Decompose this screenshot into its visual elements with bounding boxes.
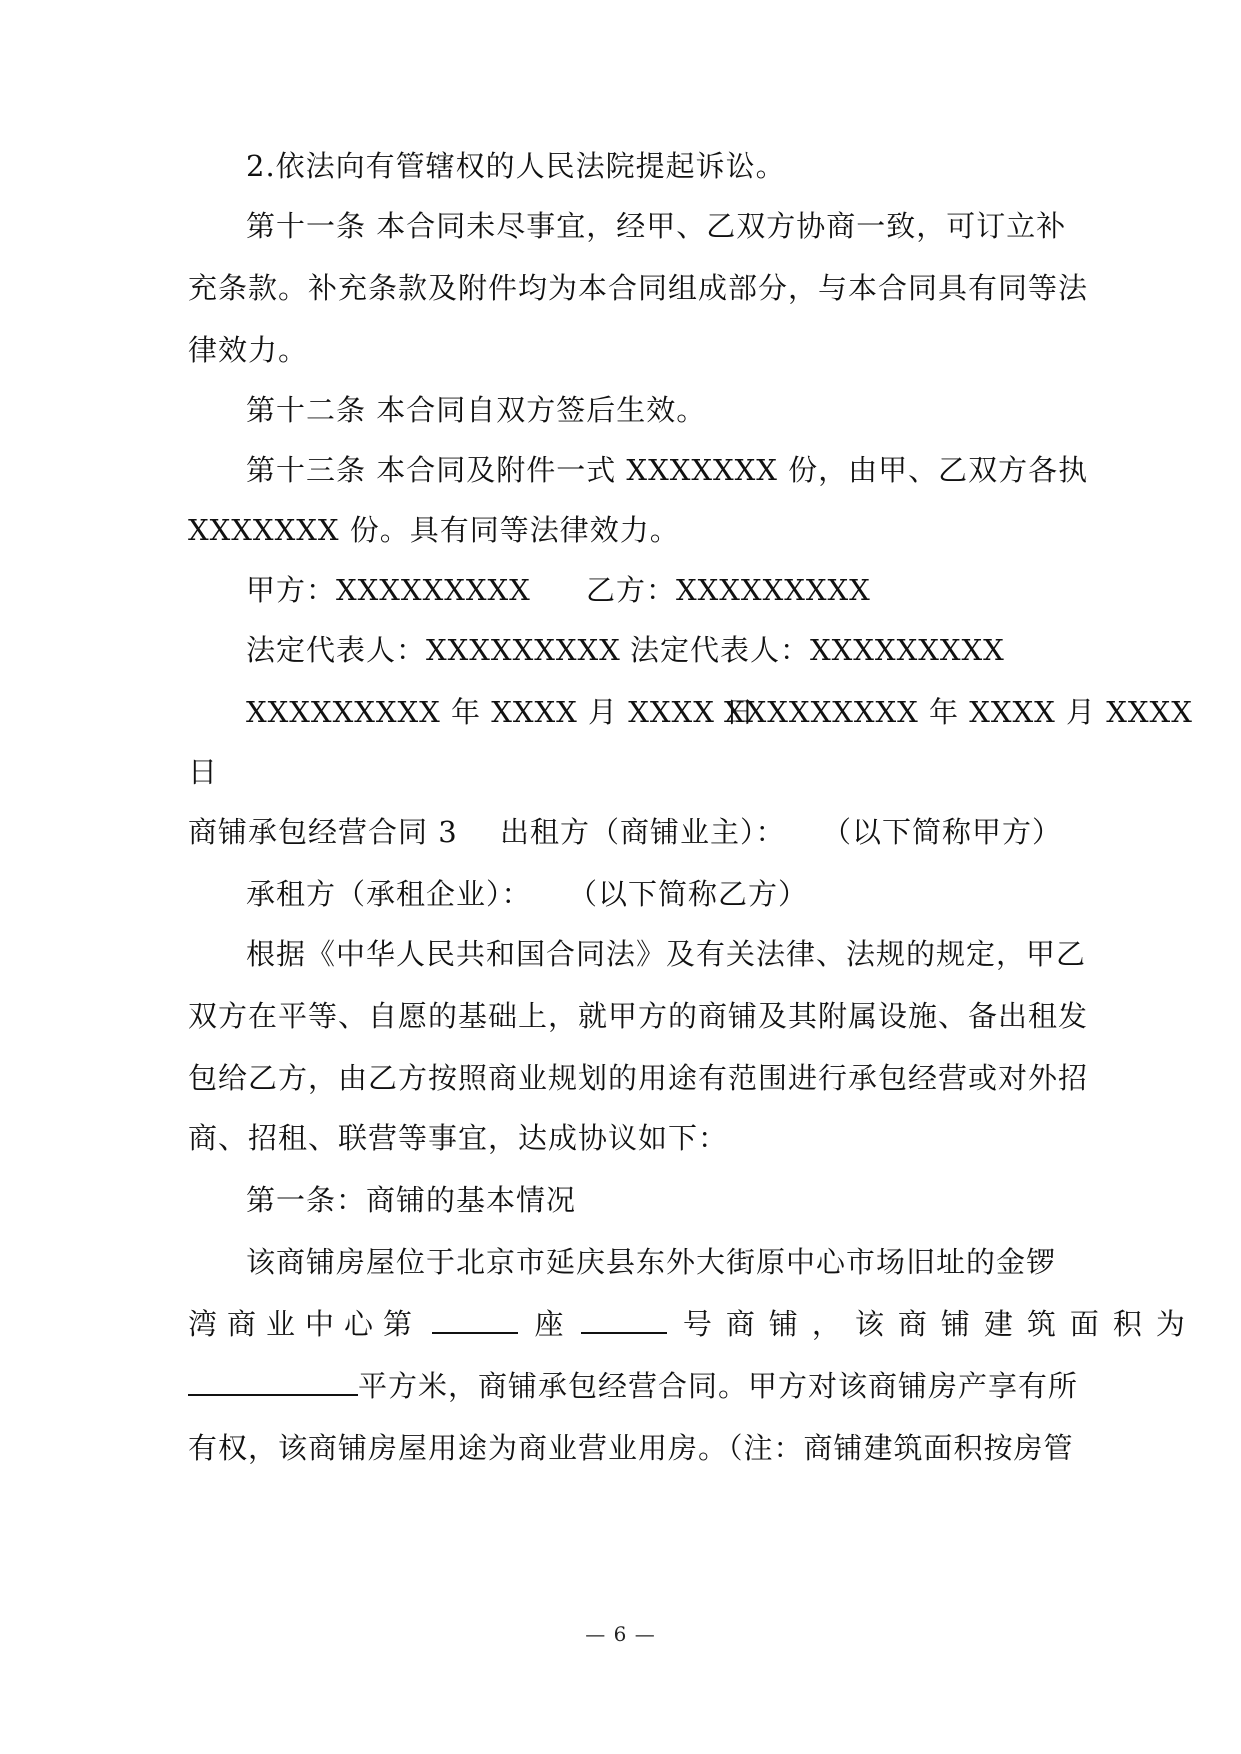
preamble-line-4: 商、招租、联营等事宜，达成协议如下： — [188, 1121, 729, 1155]
party-b-date: XXXXXXXXX 年 XXXX 月 XXXX — [724, 695, 1193, 729]
paragraph-line: 2.依法向有管辖权的人民法院提起诉讼。 — [246, 149, 786, 183]
article-1-line-3 — [188, 1366, 1078, 1406]
article-1-line-1: 该商铺房屋位于北京市延庆县东外大街原中心市场旧址的金锣 — [246, 1245, 1057, 1279]
party-a-date: XXXXXXXXX 年 XXXX 月 XXXX 日 — [246, 695, 756, 729]
article-11-line-2: 充条款。补充条款及附件均为本合同组成部分，与本合同具有同等法 — [188, 271, 1089, 305]
preamble-line-1: 根据《中华人民共和国合同法》及有关法律、法规的规定，甲乙 — [246, 937, 1087, 971]
article-13-line-2: XXXXXXX 份。具有同等法律效力。 — [188, 513, 680, 547]
article-1-line-2-part-1: 湾商业中心第 — [188, 1307, 423, 1341]
article-1-line-3-text: 平方米，商铺承包经营合同。甲方对该商铺房产享有所 — [358, 1369, 1079, 1403]
preamble-line-3: 包给乙方，由乙方按照商业规划的用途有范围进行承包经营或对外招 — [188, 1061, 1089, 1095]
article-11-line-1: 第十一条 本合同未尽事宜，经甲、乙双方协商一致，可订立补 — [246, 209, 1067, 243]
preamble-line-2: 双方在平等、自愿的基础上，就甲方的商铺及其附属设施、备出租发 — [188, 999, 1089, 1033]
lessor-abbreviation: （以下简称甲方） — [822, 815, 1063, 849]
block-number-blank — [432, 1306, 518, 1334]
article-1-line-2-part-3: 号商铺，该商铺建筑面积为 — [682, 1307, 1199, 1341]
contract-title: 商铺承包经营合同 3 — [188, 815, 458, 849]
lessee-label: 承租方（承租企业）： — [246, 877, 532, 911]
lessee-abbreviation: （以下简称乙方） — [568, 877, 809, 911]
article-13-line-1: 第十三条 本合同及附件一式 XXXXXXX 份，由甲、乙双方各执 — [246, 453, 1089, 487]
party-b-representative: 法定代表人：XXXXXXXXX — [630, 633, 1005, 667]
article-1-line-2 — [188, 1304, 1199, 1344]
article-11-line-3: 律效力。 — [188, 333, 309, 367]
article-1-heading: 第一条：商铺的基本情况 — [246, 1183, 577, 1217]
area-blank — [188, 1368, 358, 1396]
article-1-line-2-part-2: 座 — [534, 1307, 565, 1341]
party-a-label: 甲方：XXXXXXXXX — [246, 573, 531, 607]
shop-number-blank — [581, 1306, 667, 1334]
article-1-line-4: 有权，该商铺房屋用途为商业营业用房。（注：商铺建筑面积按房管 — [188, 1431, 1074, 1465]
page-number: — 6 — — [585, 1622, 656, 1646]
article-12-line: 第十二条 本合同自双方签后生效。 — [246, 393, 707, 427]
lessor-label: 出租方（商铺业主）： — [500, 815, 786, 849]
party-b-date-day: 日 — [188, 755, 219, 789]
party-b-label: 乙方：XXXXXXXXX — [586, 573, 871, 607]
party-a-representative: 法定代表人：XXXXXXXXX — [246, 633, 621, 667]
